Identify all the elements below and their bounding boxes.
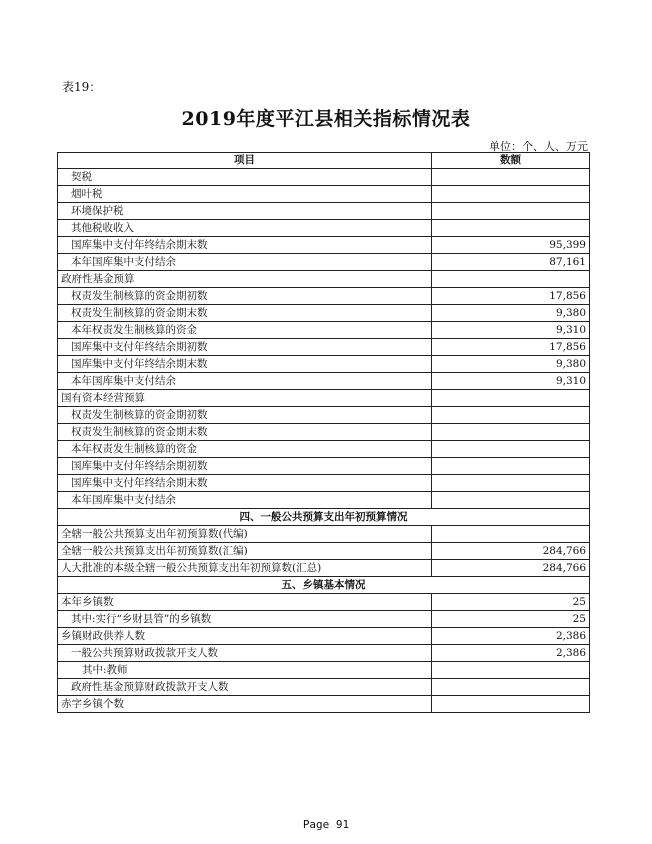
table-row — [58, 390, 590, 407]
row-label: 契税 — [58, 169, 432, 186]
row-value: 284,766 — [432, 560, 590, 577]
row-value — [432, 203, 590, 220]
row-label: 人大批准的本级全辖一般公共预算支出年初预算数(汇总) — [58, 560, 432, 577]
row-label: 本年权责发生制核算的资金 — [58, 322, 432, 339]
table-row — [58, 628, 590, 645]
row-label: 环境保护税 — [58, 203, 432, 220]
table-row — [58, 662, 590, 679]
section-title: 五、乡镇基本情况 — [58, 577, 590, 594]
row-label: 权责发生制核算的资金期初数 — [58, 407, 432, 424]
row-label: 烟叶税 — [58, 186, 432, 203]
row-label: 政府性基金预算财政拨款开支人数 — [58, 679, 432, 696]
row-value — [432, 407, 590, 424]
row-value: 17,856 — [432, 288, 590, 305]
table-row — [58, 492, 590, 509]
row-label: 国库集中支付年终结余期初数 — [58, 458, 432, 475]
row-value — [432, 679, 590, 696]
row-label: 权责发生制核算的资金期初数 — [58, 288, 432, 305]
row-value — [432, 390, 590, 407]
row-value: 9,380 — [432, 305, 590, 322]
row-label: 本年国库集中支付结余 — [58, 254, 432, 271]
row-value: 9,310 — [432, 322, 590, 339]
row-value: 25 — [432, 594, 590, 611]
table-row — [58, 322, 590, 339]
table-number: 表19： — [62, 80, 102, 94]
row-label: 权责发生制核算的资金期末数 — [58, 305, 432, 322]
table-row — [58, 594, 590, 611]
row-label: 全辖一般公共预算支出年初预算数(汇编) — [58, 543, 432, 560]
table-header-row — [58, 153, 590, 169]
row-value — [432, 220, 590, 237]
table-row — [58, 458, 590, 475]
column-header-amount: 数额 — [432, 153, 590, 169]
row-value: 17,856 — [432, 339, 590, 356]
row-value: 9,310 — [432, 373, 590, 390]
unit-label: 单位：个、人、万元 — [489, 140, 588, 153]
row-label: 全辖一般公共预算支出年初预算数(代编) — [58, 526, 432, 543]
section-title: 四、一般公共预算支出年初预算情况 — [58, 509, 590, 526]
table-row — [58, 407, 590, 424]
row-value — [432, 424, 590, 441]
table-row — [58, 441, 590, 458]
row-value: 2,386 — [432, 645, 590, 662]
row-label: 本年乡镇数 — [58, 594, 432, 611]
table-row — [58, 203, 590, 220]
row-value — [432, 492, 590, 509]
row-label: 国库集中支付年终结余期末数 — [58, 356, 432, 373]
row-label: 国库集中支付年终结余期初数 — [58, 339, 432, 356]
row-label: 权责发生制核算的资金期末数 — [58, 424, 432, 441]
column-header-item: 项目 — [58, 153, 432, 169]
table-row — [58, 339, 590, 356]
row-value — [432, 696, 590, 713]
row-value — [432, 662, 590, 679]
row-value — [432, 169, 590, 186]
table-row — [58, 237, 590, 254]
row-label: 其他税收收入 — [58, 220, 432, 237]
table-row — [58, 645, 590, 662]
table-row — [58, 186, 590, 203]
row-value — [432, 441, 590, 458]
table-row — [58, 373, 590, 390]
row-label: 本年国库集中支付结余 — [58, 492, 432, 509]
table-row — [58, 679, 590, 696]
table-row — [58, 356, 590, 373]
row-value — [432, 271, 590, 288]
table-row — [58, 288, 590, 305]
table-row — [58, 169, 590, 186]
row-label: 一般公共预算财政拨款开支人数 — [58, 645, 432, 662]
row-label: 国有资本经营预算 — [58, 390, 432, 407]
page-title: 2019年度平江县相关指标情况表 — [181, 108, 471, 130]
section-row — [58, 577, 590, 594]
row-label: 本年权责发生制核算的资金 — [58, 441, 432, 458]
row-value: 284,766 — [432, 543, 590, 560]
table-row — [58, 696, 590, 713]
row-value — [432, 475, 590, 492]
row-value — [432, 458, 590, 475]
section-row — [58, 509, 590, 526]
table-row — [58, 305, 590, 322]
row-value — [432, 526, 590, 543]
row-value: 95,399 — [432, 237, 590, 254]
table-row — [58, 254, 590, 271]
row-label: 本年国库集中支付结余 — [58, 373, 432, 390]
row-value: 2,386 — [432, 628, 590, 645]
row-value: 9,380 — [432, 356, 590, 373]
table-row — [58, 526, 590, 543]
table-row — [58, 475, 590, 492]
row-label: 其中:实行“乡财县管”的乡镇数 — [58, 611, 432, 628]
row-label: 赤字乡镇个数 — [58, 696, 432, 713]
table-row — [58, 543, 590, 560]
row-label: 其中:教师 — [58, 662, 432, 679]
table-row — [58, 424, 590, 441]
page-footer: Page 91 — [302, 818, 350, 831]
row-label: 国库集中支付年终结余期末数 — [58, 237, 432, 254]
row-label: 政府性基金预算 — [58, 271, 432, 288]
row-value: 87,161 — [432, 254, 590, 271]
row-value: 25 — [432, 611, 590, 628]
row-label: 乡镇财政供养人数 — [58, 628, 432, 645]
table-row — [58, 271, 590, 288]
table-row — [58, 611, 590, 628]
row-label: 国库集中支付年终结余期末数 — [58, 475, 432, 492]
row-value — [432, 186, 590, 203]
indicator-table — [57, 152, 590, 713]
table-row — [58, 220, 590, 237]
table-row — [58, 560, 590, 577]
